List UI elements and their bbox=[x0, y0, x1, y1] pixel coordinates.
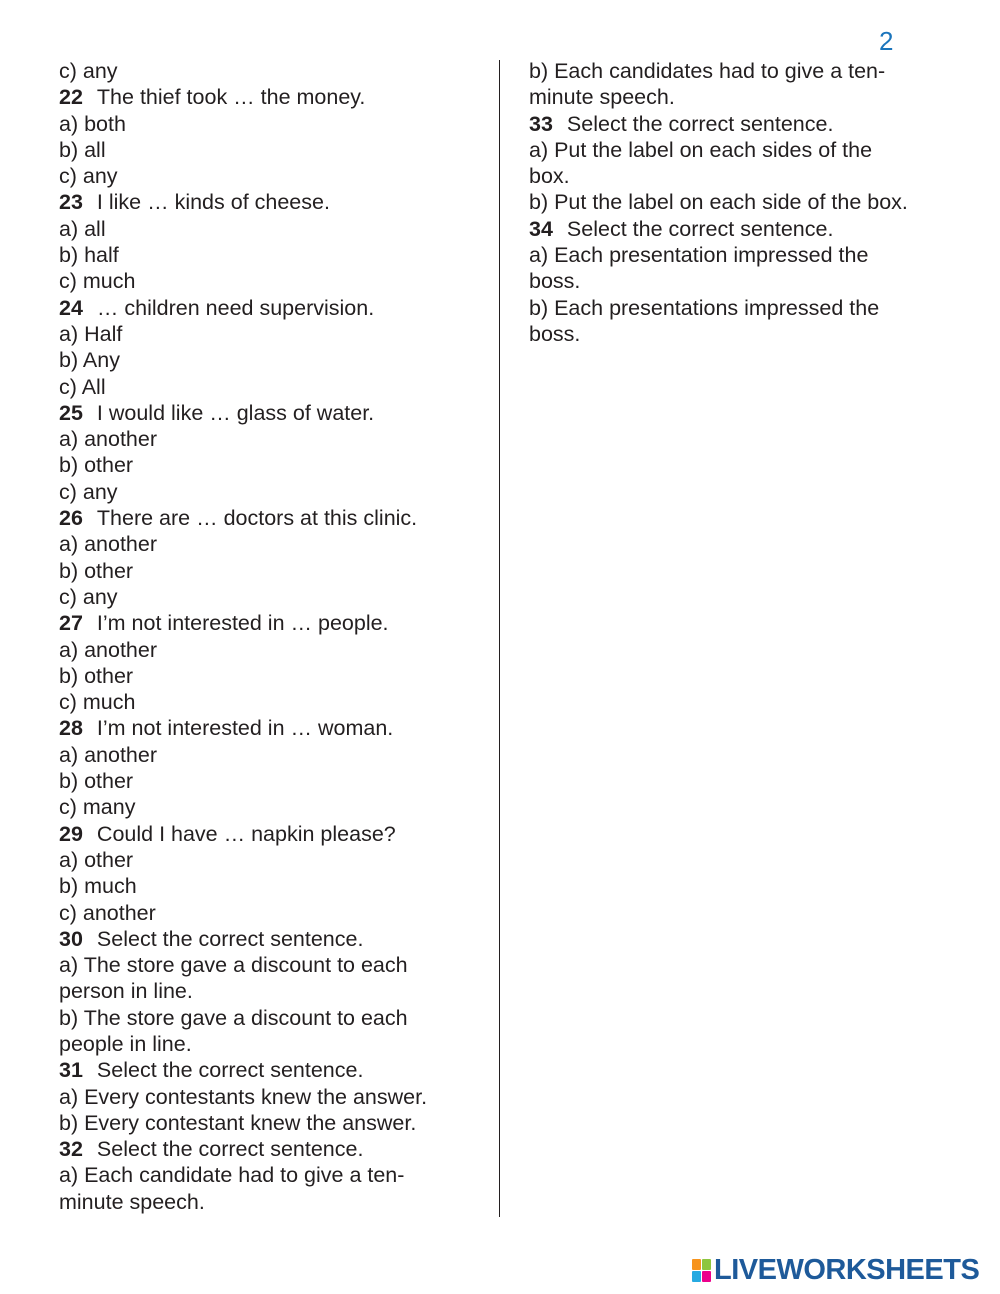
answer-option: b) Each candidates had to give a ten- bbox=[529, 59, 886, 83]
question-line bbox=[529, 216, 969, 242]
answer-option: b) other bbox=[59, 769, 134, 794]
answer-option: b) other bbox=[59, 453, 134, 478]
answer-option: a) all bbox=[59, 216, 106, 241]
answer-option: people in line. bbox=[59, 1031, 192, 1056]
logo-square bbox=[692, 1271, 701, 1282]
answer-option: a) another bbox=[59, 427, 158, 452]
answer-option: c) much bbox=[59, 269, 136, 294]
liveworksheets-logo-icon bbox=[692, 1259, 711, 1282]
answer-option: b) other bbox=[59, 558, 134, 583]
question-number: 32 bbox=[59, 1137, 83, 1162]
answer-option: a) Each presentation impressed the bbox=[529, 243, 869, 268]
right-column bbox=[529, 58, 969, 347]
logo-text: LIVEWORKSHEETS bbox=[714, 1254, 980, 1286]
question-line bbox=[59, 1136, 479, 1162]
question-number: 34 bbox=[529, 216, 553, 241]
answer-option: c) any bbox=[59, 584, 118, 609]
answer-option: b) much bbox=[59, 874, 137, 899]
question-text: Select the correct sentence. bbox=[96, 1058, 364, 1083]
question-line bbox=[59, 821, 479, 847]
question-text: I’m not interested in … people. bbox=[96, 611, 389, 636]
question-text: Select the correct sentence. bbox=[96, 926, 364, 951]
answer-option: a) Put the label on each sides of the bbox=[529, 137, 873, 162]
question-text: Could I have … napkin please? bbox=[96, 821, 396, 846]
question-number: 30 bbox=[59, 926, 83, 951]
answer-option: a) another bbox=[59, 742, 158, 767]
logo-square bbox=[692, 1259, 701, 1270]
question-number: 31 bbox=[59, 1058, 83, 1083]
question-number: 27 bbox=[59, 611, 83, 636]
answer-option: a) both bbox=[59, 111, 126, 136]
question-number: 23 bbox=[59, 190, 83, 215]
question-line bbox=[59, 926, 479, 952]
answer-option: b) The store gave a discount to each bbox=[59, 1005, 408, 1030]
question-text: Select the correct sentence. bbox=[96, 1137, 364, 1162]
answer-option: c) many bbox=[59, 795, 136, 820]
answer-option: a) another bbox=[59, 532, 158, 557]
logo-square bbox=[702, 1271, 711, 1282]
question-line bbox=[59, 189, 479, 215]
question-number: 28 bbox=[59, 716, 83, 741]
answer-option: b) Put the label on each side of the box. bbox=[529, 190, 908, 215]
column-divider bbox=[499, 60, 500, 1217]
question-number: 29 bbox=[59, 821, 83, 846]
answer-option: c) another bbox=[59, 900, 156, 925]
question-text: … children need supervision. bbox=[96, 295, 375, 320]
answer-option: minute speech. bbox=[59, 1189, 205, 1214]
answer-option: a) Half bbox=[59, 321, 123, 346]
answer-option: c) any bbox=[59, 59, 118, 83]
question-line bbox=[59, 1057, 479, 1083]
answer-option: b) Any bbox=[59, 348, 120, 373]
answer-option: b) all bbox=[59, 137, 106, 162]
answer-option: b) Every contestant knew the answer. bbox=[59, 1110, 417, 1135]
question-line bbox=[59, 610, 479, 636]
answer-option: a) another bbox=[59, 637, 158, 662]
answer-option: c) any bbox=[59, 479, 118, 504]
answer-option: b) Each presentations impressed the bbox=[529, 295, 880, 320]
question-number: 25 bbox=[59, 400, 83, 425]
question-line bbox=[59, 715, 479, 741]
question-text: I’m not interested in … woman. bbox=[96, 716, 394, 741]
question-text: I would like … glass of water. bbox=[96, 400, 375, 425]
left-column bbox=[59, 58, 479, 1215]
question-number: 22 bbox=[59, 85, 83, 110]
question-number: 24 bbox=[59, 295, 83, 320]
answer-option: c) All bbox=[59, 374, 106, 399]
answer-option: b) other bbox=[59, 663, 134, 688]
answer-option: a) other bbox=[59, 847, 134, 872]
question-line bbox=[529, 111, 969, 137]
question-number: 33 bbox=[529, 111, 553, 136]
question-line bbox=[59, 295, 479, 321]
question-number: 26 bbox=[59, 506, 83, 531]
liveworksheets-logo[interactable] bbox=[692, 1254, 979, 1287]
logo-square bbox=[702, 1259, 711, 1270]
answer-option: minute speech. bbox=[529, 85, 675, 110]
question-text: The thief took … the money. bbox=[96, 85, 366, 110]
question-line bbox=[59, 505, 479, 531]
page-number: 2 bbox=[879, 26, 894, 56]
question-text: I like … kinds of cheese. bbox=[96, 190, 330, 215]
answer-option: person in line. bbox=[59, 979, 193, 1004]
answer-option: c) much bbox=[59, 690, 136, 715]
answer-option: boss. bbox=[529, 269, 581, 294]
answer-option: boss. bbox=[529, 321, 581, 346]
question-text: There are … doctors at this clinic. bbox=[96, 506, 418, 531]
question-line bbox=[59, 84, 479, 110]
answer-option: box. bbox=[529, 164, 570, 189]
answer-option: a) Each candidate had to give a ten- bbox=[59, 1163, 405, 1188]
answer-option: c) any bbox=[59, 164, 118, 189]
answer-option: a) The store gave a discount to each bbox=[59, 953, 408, 978]
question-text: Select the correct sentence. bbox=[566, 216, 834, 241]
answer-option: b) half bbox=[59, 243, 119, 268]
question-text: Select the correct sentence. bbox=[566, 111, 834, 136]
question-line bbox=[59, 400, 479, 426]
answer-option: a) Every contestants knew the answer. bbox=[59, 1084, 428, 1109]
